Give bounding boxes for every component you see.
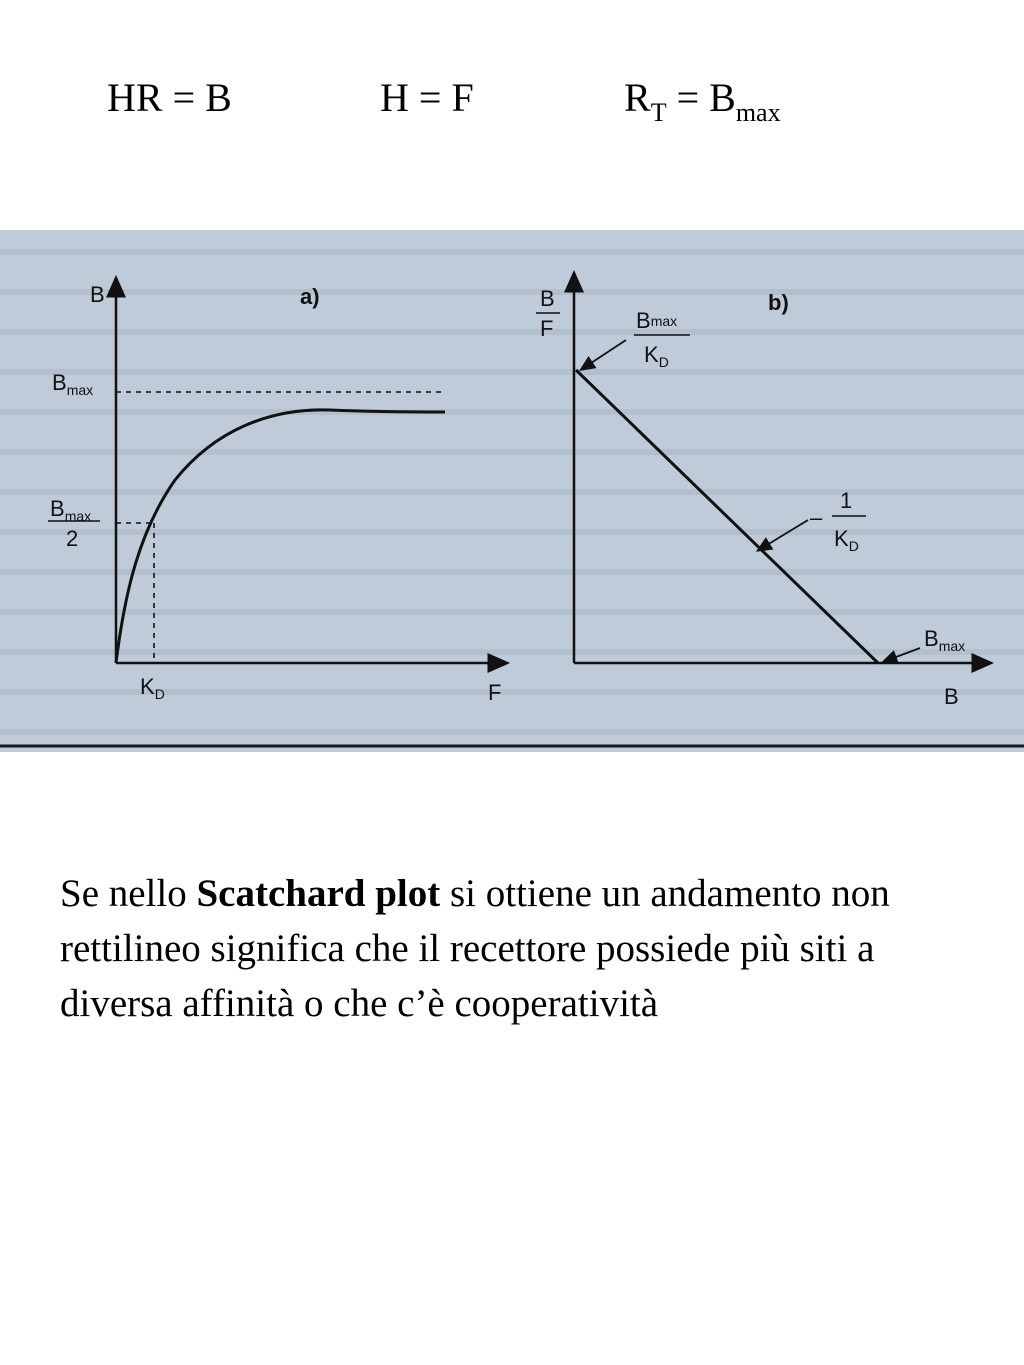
panel-a-bmax-half-base: B: [50, 496, 65, 521]
panel-b-xint-label: [924, 626, 965, 654]
binding-diagrams: [0, 230, 1024, 752]
panel-b-intercept-den-sub: D: [658, 354, 669, 370]
panel-a-saturation-curve: [116, 410, 445, 663]
panel-b-slope-den-sub: D: [848, 538, 859, 554]
panel-a-bmax-sub: max: [66, 382, 94, 398]
panel-a-x-label: F: [488, 680, 502, 705]
equation-rt-sub2: max: [735, 98, 781, 127]
panel-b-y-label-num: B: [540, 286, 555, 311]
panel-b-slope-sign: –: [810, 505, 823, 530]
panel-a-y-label: B: [90, 282, 105, 307]
panel-b-intercept-num-base: B: [636, 308, 651, 333]
equation-rt-mid: = B: [666, 75, 736, 120]
equation-rt-sub: T: [650, 98, 667, 127]
panel-b-id: b): [768, 290, 789, 315]
panel-b-x-label: B: [944, 684, 959, 709]
panel-a-bmax-half-sub: max: [64, 508, 92, 524]
caption-post: si ottiene un andamento non rettilineo significa che il recettore possiede più siti a diversa affinità o che c’è cooperatività: [60, 872, 890, 1025]
caption-bold-term: Scatchard plot: [196, 872, 441, 915]
equation-hr: HR = B: [107, 75, 232, 120]
equation-h: H = F: [380, 75, 474, 120]
panel-a-id: a): [300, 284, 320, 309]
equation-rt: [624, 74, 781, 137]
background-text-lines: [0, 252, 1024, 732]
panel-b-slope-den-base: K: [834, 526, 849, 551]
panel-b-intercept-den: [644, 342, 669, 370]
figure-panel: [0, 230, 1024, 752]
panel-b-y-label-den: F: [540, 316, 554, 341]
panel-a-kd-base: K: [140, 674, 155, 699]
panel-a-kd-label: [140, 674, 165, 702]
panel-a-kd-sub: D: [154, 686, 165, 702]
panel-a-bmax-base: B: [52, 370, 67, 395]
panel-b-intercept-num-sub: max: [650, 313, 678, 329]
caption-pre: Se nello: [60, 872, 197, 915]
panel-b-intercept-den-base: K: [644, 342, 659, 367]
panel-b-xint-sub: max: [938, 638, 966, 654]
panel-b-intercept-arrow: [585, 340, 626, 367]
panel-a-bmax-half-den: 2: [66, 526, 79, 551]
panel-b-xint-base: B: [924, 626, 939, 651]
caption-text: [60, 866, 980, 1031]
panel-a-bmax-half-label: [50, 496, 91, 524]
equation-rt-base: R: [624, 75, 651, 120]
panel-b-slope-num: 1: [840, 488, 853, 513]
